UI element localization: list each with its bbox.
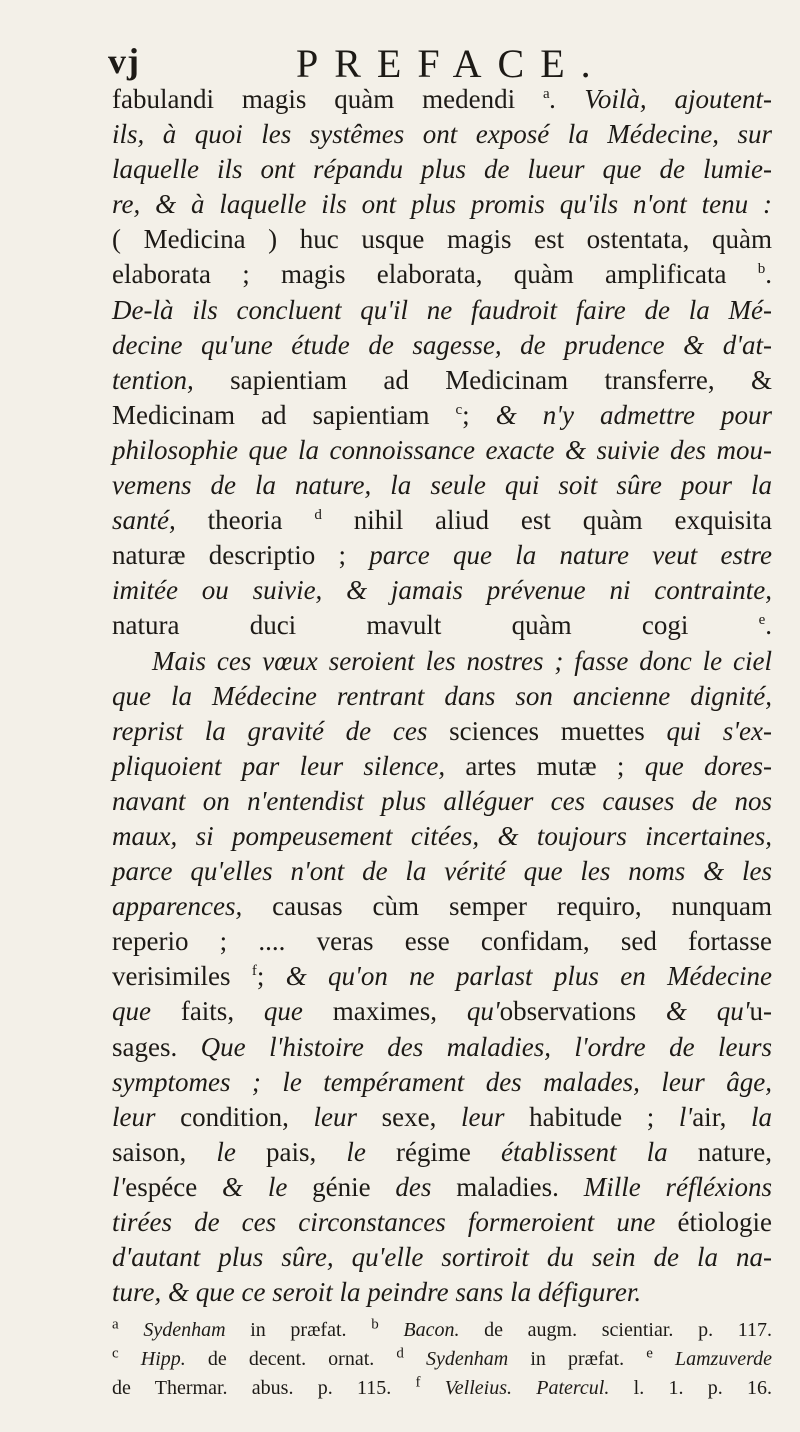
roman-text: espéce <box>125 1171 223 1202</box>
text-line <box>112 959 772 994</box>
note-marker: e <box>758 612 766 629</box>
italic-text: d'autant plus sûre, qu'elle sortiroit du sein de la na- <box>112 1242 772 1273</box>
italic-text: ture, & que ce seroit la peindre sans la défigurer. <box>112 1277 642 1308</box>
italic-text: & qu' <box>665 996 750 1027</box>
text-line <box>112 608 772 643</box>
page-number: vj <box>108 41 140 81</box>
note-marker: c <box>455 401 463 418</box>
roman-text: elaborata ; magis elaborata, quàm amplificata <box>112 259 758 290</box>
roman-text: verisimiles <box>112 961 252 992</box>
roman-text: pais, <box>265 1136 347 1167</box>
text-line <box>112 328 772 363</box>
note-marker: b <box>371 1316 379 1333</box>
text-line <box>112 82 772 117</box>
italic-text: tention, <box>112 364 231 395</box>
roman-text: naturæ descriptio ; <box>112 540 370 571</box>
roman-text: étiologie <box>677 1207 772 1237</box>
roman-text: Medicinam ad sapientiam <box>112 399 456 430</box>
text-line <box>112 257 772 292</box>
text-line <box>112 293 772 328</box>
italic-text: santé, <box>112 505 208 536</box>
text-line <box>112 644 772 679</box>
running-title: PREFACE. <box>296 41 607 86</box>
italic-text: De-là ils concluent qu'il ne faudroit faire de la Mé- <box>112 294 772 325</box>
roman-text: sages. <box>112 1031 201 1062</box>
text-line <box>112 573 772 608</box>
note-marker: a <box>543 86 550 102</box>
italic-text: Sydenham <box>118 1319 226 1341</box>
roman-text: nihil aliud est quàm exquisita <box>321 505 772 536</box>
italic-text: établissent la <box>501 1136 698 1167</box>
roman-text: l. 1. p. 16. <box>609 1377 772 1399</box>
text-line <box>112 854 772 889</box>
text-line <box>112 1240 772 1275</box>
roman-text: ; <box>256 961 286 992</box>
note-marker: e <box>646 1345 653 1362</box>
italic-text: Que l'histoire des maladies, l'ordre de leurs <box>200 1031 773 1062</box>
note-marker: c <box>112 1345 119 1362</box>
footnotes <box>112 1316 772 1403</box>
italic-text: maux, si pompeusement citées, & toujours incertaines, <box>112 820 772 851</box>
text-line <box>112 749 772 784</box>
italic-text: symptomes ; le tempérament des malades, leur âge, <box>112 1066 772 1097</box>
text-line <box>112 889 772 924</box>
text-line <box>112 819 772 854</box>
roman-text: génie <box>312 1171 396 1202</box>
roman-text: sciences muettes <box>449 715 667 746</box>
italic-text: parce qu'elles n'ont de la vérité que les noms & les <box>112 856 772 887</box>
roman-text: theoria <box>207 505 315 536</box>
footnote-line <box>112 1345 772 1374</box>
italic-text: pliquoient par leur silence, <box>112 750 466 781</box>
text-line <box>112 117 772 152</box>
roman-text: de augm. scientiar. p. 117. <box>459 1319 773 1341</box>
text-line <box>112 433 772 468</box>
roman-text: sapientiam ad Medicinam transferre, & <box>230 364 772 395</box>
roman-text: causas cùm semper requiro, nunquam <box>272 891 773 922</box>
italic-text: parce que la nature veut estre <box>369 540 772 571</box>
italic-text: Bacon. <box>378 1319 460 1341</box>
italic-text: leur <box>112 1101 181 1132</box>
text-line <box>112 152 772 187</box>
italic-text: & qu'on ne parlast plus en Médecine <box>285 961 772 992</box>
text-line <box>112 187 772 222</box>
text-line <box>112 1100 772 1135</box>
text-line <box>112 784 772 819</box>
roman-text: artes mutæ ; <box>465 750 645 781</box>
roman-text: air, <box>692 1101 751 1132</box>
italic-text: decine qu'une étude de sagesse, de prudence & d'at- <box>112 329 772 360</box>
roman-text: . <box>765 610 772 641</box>
roman-text: observations <box>499 996 666 1027</box>
roman-text: ( Medicina ) huc usque magis est ostentata, quàm <box>112 224 772 255</box>
note-marker: d <box>314 507 322 524</box>
text-line <box>112 1275 772 1310</box>
roman-text: u- <box>749 996 773 1027</box>
italic-text: l' <box>678 1101 693 1132</box>
italic-text: apparences, <box>112 891 273 922</box>
italic-text: & n'y admettre pour <box>495 399 772 430</box>
italic-text: navant on n'entendist plus alléguer ces causes de nos <box>112 785 772 816</box>
roman-text: in præfat. <box>508 1348 647 1370</box>
italic-text: leur <box>313 1101 382 1132</box>
italic-text: imitée ou suivie, & jamais prévenue ni contrainte, <box>112 575 772 606</box>
italic-text: reprist la gravité de ces <box>112 715 450 746</box>
italic-text: Velleius. Patercul. <box>420 1377 610 1399</box>
italic-text: l' <box>112 1171 126 1202</box>
roman-text: de decent. ornat. <box>185 1348 397 1370</box>
italic-text: qu' <box>466 996 500 1027</box>
roman-text: natura duci mavult quàm cogi <box>112 610 759 641</box>
text-line <box>112 1205 772 1240</box>
italic-text: leur <box>461 1101 530 1132</box>
italic-text: philosophie que la connoissance exacte & suivie des mou- <box>112 434 772 465</box>
italic-text: la <box>750 1101 772 1132</box>
text-line <box>112 222 772 257</box>
text-line <box>112 468 772 503</box>
italic-text: Mille réfléxions <box>583 1171 772 1202</box>
italic-text: que <box>112 996 181 1027</box>
text-line <box>112 1170 772 1205</box>
italic-text: qui s'ex- <box>666 715 772 746</box>
text-line <box>112 503 772 538</box>
italic-text: Sydenham <box>403 1348 509 1370</box>
italic-text: le <box>346 1136 396 1167</box>
italic-text: tirées de ces circonstances formeroient une <box>112 1207 678 1237</box>
text-line <box>112 994 772 1029</box>
roman-text: faits, <box>180 996 264 1027</box>
italic-text: le <box>216 1136 266 1167</box>
italic-text: vemens de la nature, la seule qui soit sûre pour la <box>112 470 772 501</box>
text-line <box>112 1135 772 1170</box>
note-marker: b <box>757 261 766 278</box>
roman-text: . <box>765 259 772 290</box>
note-marker: f <box>251 963 257 980</box>
roman-text: maladies. <box>456 1171 584 1202</box>
italic-text: que la Médecine rentrant dans son ancienne dignité, <box>112 680 772 711</box>
footnote-line <box>112 1374 772 1403</box>
italic-text: que dores- <box>644 750 772 781</box>
text-line <box>112 1065 772 1100</box>
text-line <box>112 398 772 433</box>
text-line <box>112 924 772 959</box>
roman-text: maximes, <box>332 996 467 1027</box>
text-line <box>112 714 772 749</box>
italic-text: & le <box>222 1171 313 1202</box>
italic-text: Hipp. <box>118 1348 186 1370</box>
roman-text: nature, <box>697 1136 772 1167</box>
italic-text: des <box>395 1171 457 1202</box>
roman-text: condition, <box>180 1101 314 1132</box>
text-line <box>112 538 772 573</box>
text-line <box>112 363 772 398</box>
italic-text: laquelle ils ont répandu plus de lueur que de lumie- <box>112 154 772 185</box>
roman-text: saison, <box>112 1136 217 1167</box>
italic-text: que <box>263 996 333 1027</box>
roman-text: régime <box>395 1136 502 1167</box>
note-marker: a <box>112 1316 119 1333</box>
roman-text: reperio ; .... veras esse confidam, sed fortasse <box>112 926 772 957</box>
roman-text: habitude ; <box>529 1101 679 1132</box>
text-line <box>112 679 772 714</box>
italic-text: re, & à laquelle ils ont plus promis qu'ils n'ont tenu : <box>112 189 772 220</box>
roman-text: sexe, <box>381 1101 462 1132</box>
italic-text: ils, à quoi les systêmes ont exposé la Médecine, sur <box>112 119 772 150</box>
italic-text: Lamzuverde <box>652 1348 772 1370</box>
note-marker: d <box>396 1345 404 1362</box>
italic-text: . Voilà, ajoutent- <box>549 84 772 114</box>
roman-text: fabulandi magis quàm medendi <box>112 84 544 114</box>
roman-text: de Thermar. abus. p. 115. <box>112 1377 416 1399</box>
text-line <box>112 1030 772 1065</box>
body-text <box>112 82 772 1310</box>
footnote-line <box>112 1316 772 1345</box>
italic-text: Mais ces vœux seroient les nostres ; fasse donc le ciel <box>152 645 772 676</box>
roman-text: in præfat. <box>225 1319 372 1341</box>
note-marker: f <box>415 1374 421 1391</box>
roman-text: ; <box>462 399 496 430</box>
